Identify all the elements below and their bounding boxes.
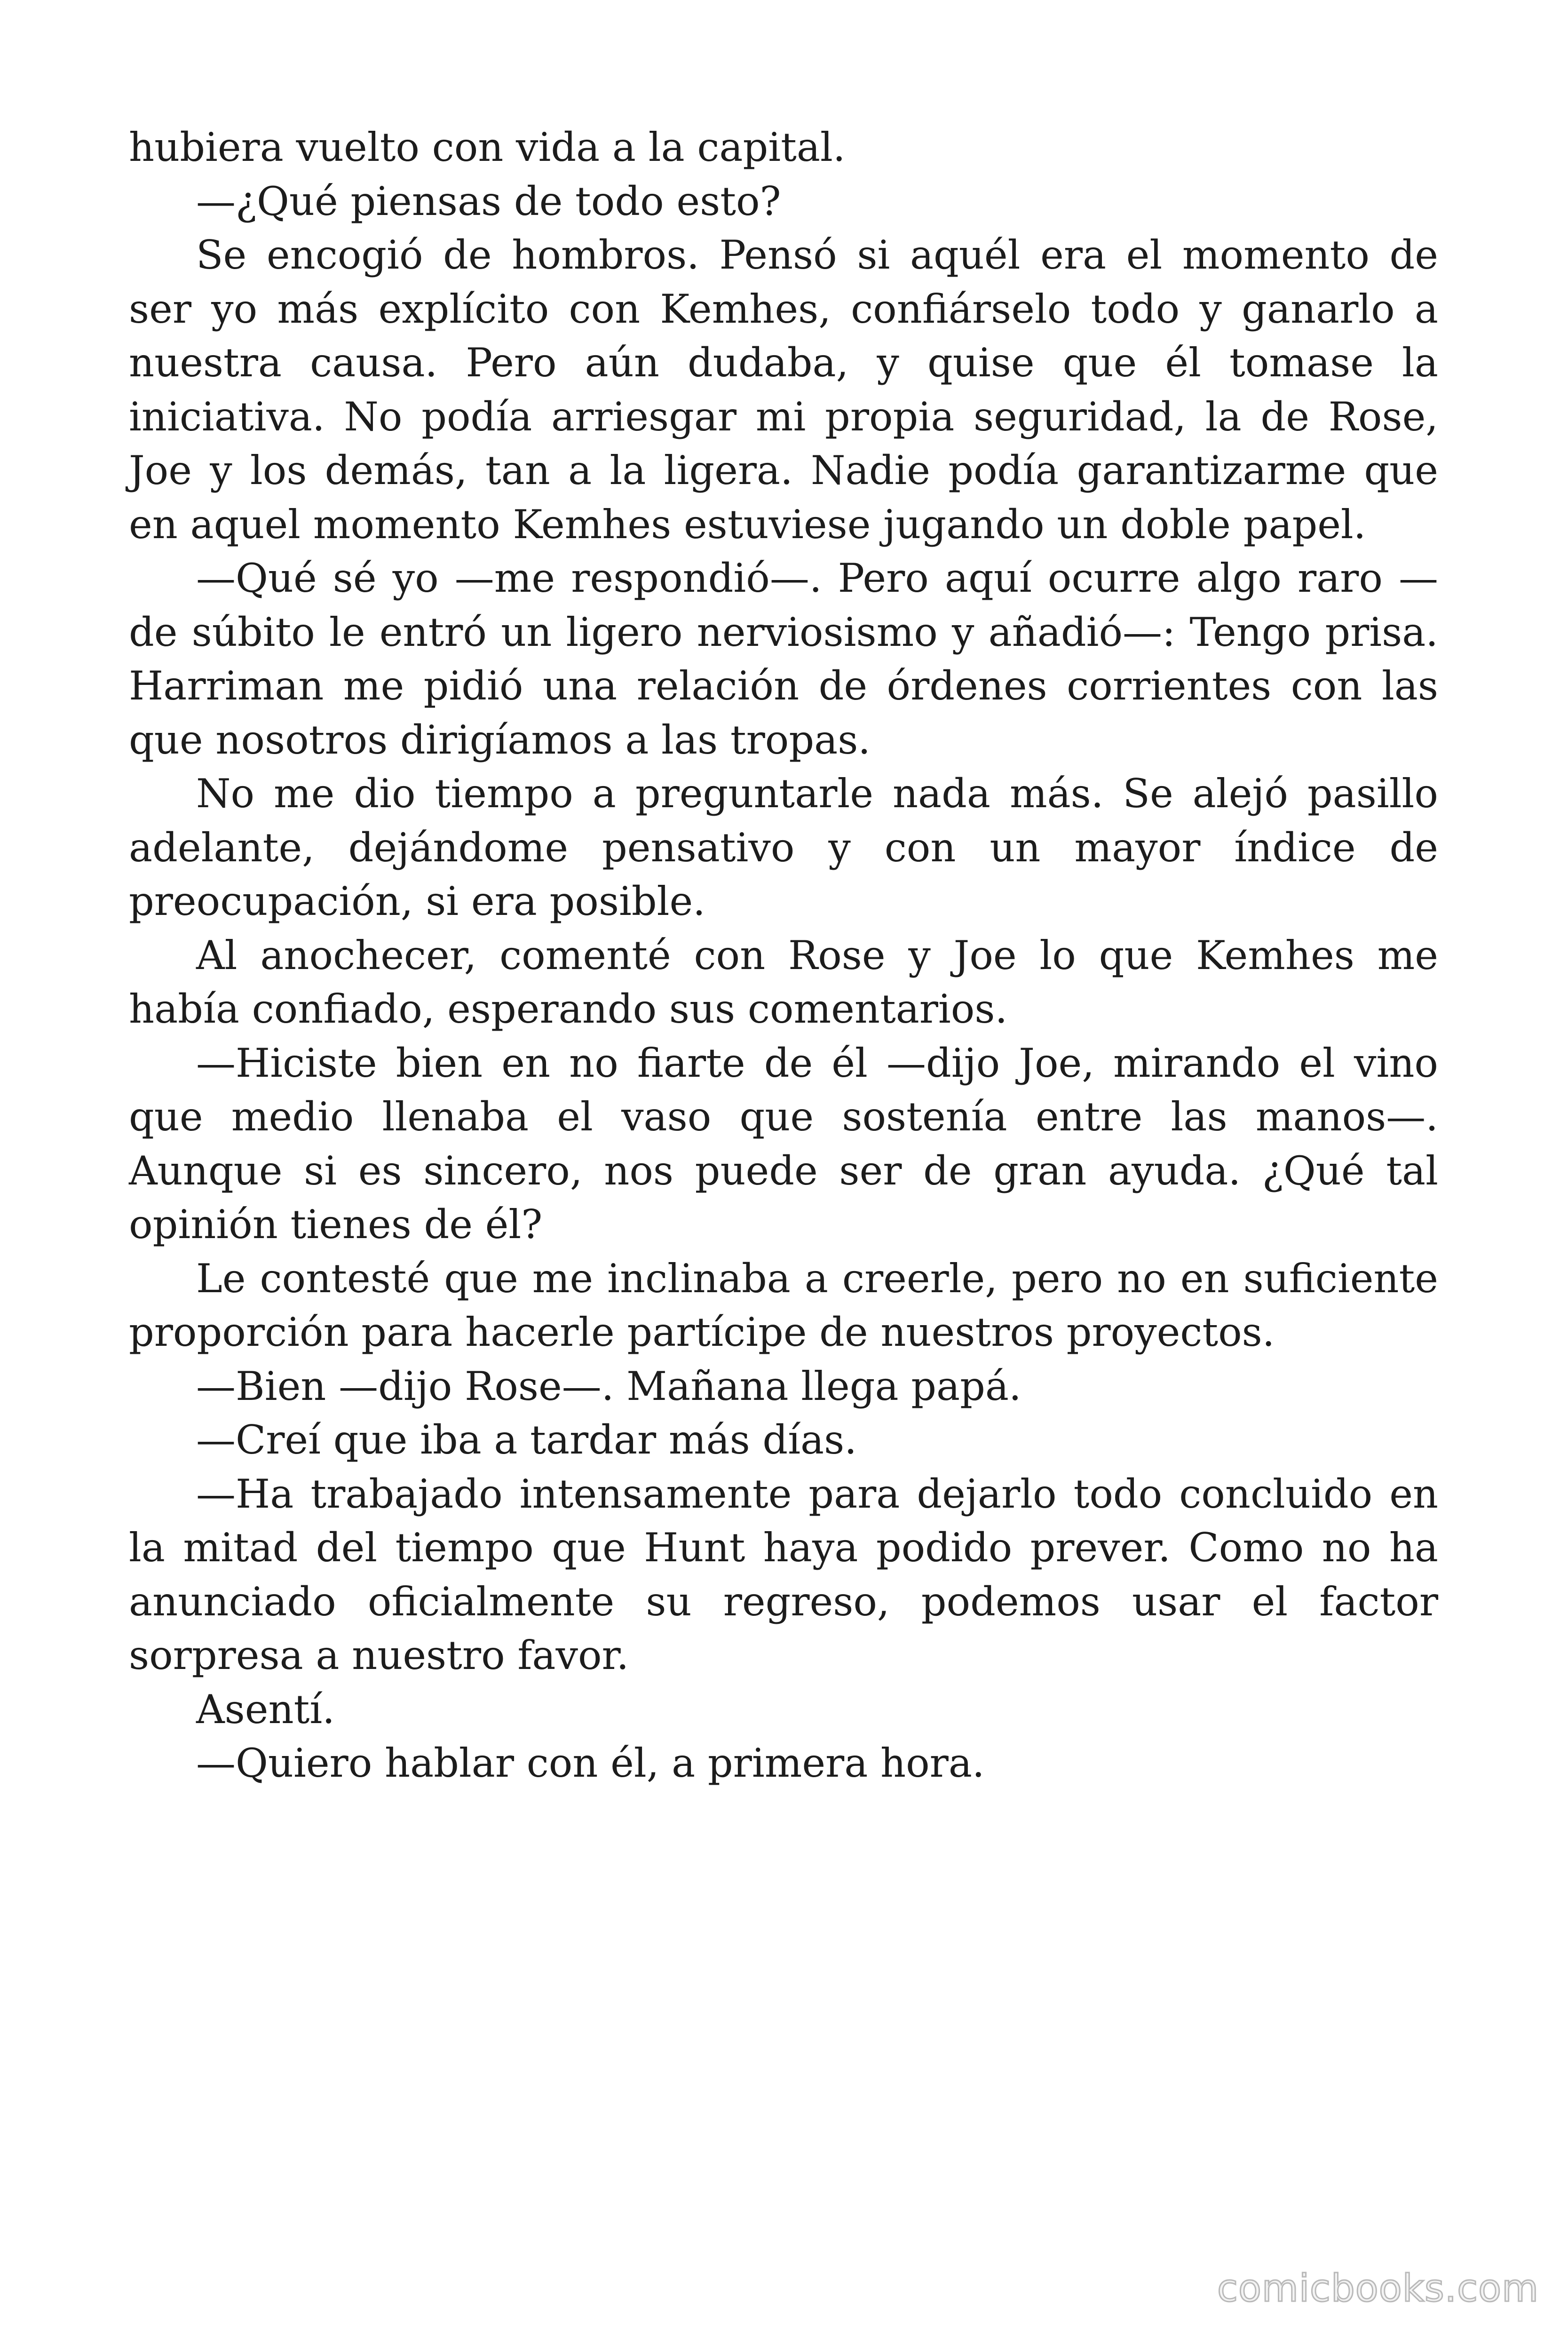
- paragraph: —Qué sé yo —me respondió—. Pero aquí ocurre algo raro —de súbito le entró un ligero nerviosismo y añadió—: Tengo prisa. Harriman me pidió una relación de órdenes corrientes con las que nosotros dirigíamos a las tropas.: [129, 555, 1438, 763]
- paragraph-continuation: hubiera vuelto con vida a la capital.: [129, 124, 846, 170]
- paragraph: No me dio tiempo a preguntarle nada más. Se alejó pasillo adelante, dejándome pensativo y con un mayor índice de preocupación, si era posible.: [129, 771, 1438, 924]
- paragraph: Al anochecer, comenté con Rose y Joe lo que Kemhes me había confiado, esperando sus comentarios.: [129, 932, 1438, 1032]
- paragraph: —Quiero hablar con él, a primera hora.: [196, 1740, 985, 1786]
- paragraph: Le contesté que me inclinaba a creerle, pero no en suficiente proporción para hacerle partícipe de nuestros proyectos.: [129, 1255, 1438, 1355]
- paragraph: Asentí.: [196, 1686, 335, 1732]
- paragraph: —Ha trabajado intensamente para dejarlo todo concluido en la mitad del tiempo que Hunt haya podido prever. Como no ha anunciado oficialmente su regreso, podemos usar el factor sorpresa a nuestro favor.: [129, 1470, 1438, 1678]
- body-text: [129, 120, 1438, 1790]
- paragraph: —Bien —dijo Rose—. Mañana llega papá.: [196, 1363, 1022, 1409]
- watermark-logo: comicbooks.com: [1217, 2266, 1539, 2310]
- paragraph: —Creí que iba a tardar más días.: [196, 1417, 857, 1463]
- paragraph: —Hiciste bien en no fiarte de él —dijo Joe, mirando el vino que medio llenaba el vaso que sostenía entre las manos—. Aunque si es sincero, nos puede ser de gran ayuda. ¿Qué tal opinión tienes de él?: [129, 1040, 1438, 1248]
- paragraph: Se encogió de hombros. Pensó si aquél era el momento de ser yo más explícito con Kemhes, confiárselo todo y ganarlo a nuestra causa. Pero aún dudaba, y quise que él tomase la iniciativa. No podía arriesgar mi propia seguridad, la de Rose, Joe y los demás, tan a la ligera. Nadie podía garantizarme que en aquel momento Kemhes estuviese jugando un doble papel.: [129, 232, 1438, 548]
- paragraph: —¿Qué piensas de todo esto?: [196, 178, 781, 224]
